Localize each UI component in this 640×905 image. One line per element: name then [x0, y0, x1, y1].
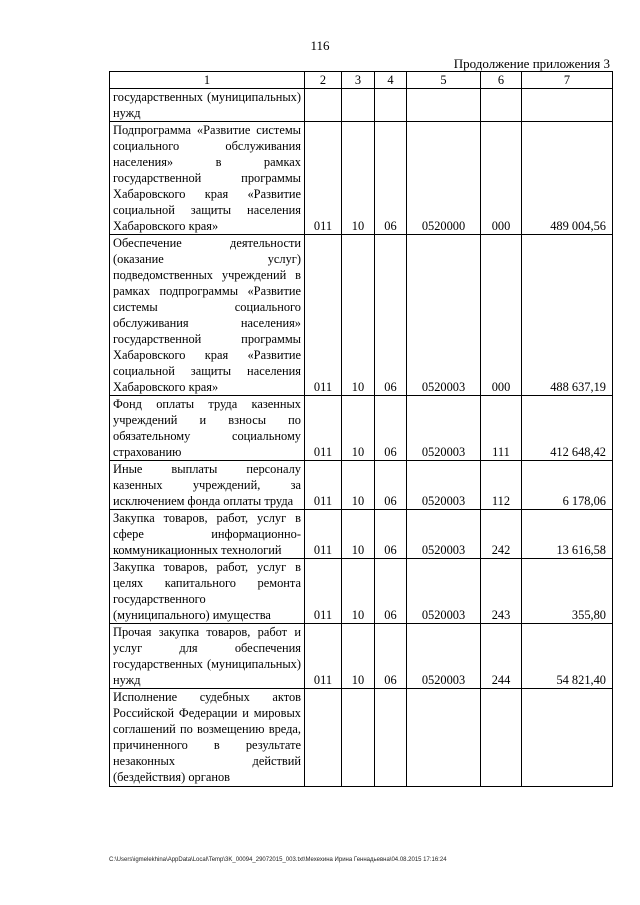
cell-subsection: 06 — [375, 461, 407, 510]
cell-amount: 412 648,42 — [522, 396, 613, 461]
cell-section — [342, 689, 375, 787]
row-description: Иные выплаты персоналу казенных учреждений, за исключением фонда оплаты труда — [110, 461, 305, 510]
cell-ministry-code: 011 — [305, 559, 342, 624]
cell-amount: 13 616,58 — [522, 510, 613, 559]
cell-ministry-code — [305, 89, 342, 122]
table-row — [110, 689, 613, 787]
cell-target-article — [407, 89, 481, 122]
cell-expense-type: 000 — [481, 122, 522, 235]
header-cell: 6 — [481, 72, 522, 89]
cell-ministry-code: 011 — [305, 396, 342, 461]
table-row — [110, 235, 613, 396]
cell-section: 10 — [342, 510, 375, 559]
table-row — [110, 396, 613, 461]
header-cell: 5 — [407, 72, 481, 89]
header-cell: 1 — [110, 72, 305, 89]
cell-amount: 6 178,06 — [522, 461, 613, 510]
row-description: Закупка товаров, работ, услуг в сфере информационно-коммуникационных технологий — [110, 510, 305, 559]
cell-target-article: 0520003 — [407, 235, 481, 396]
cell-expense-type — [481, 89, 522, 122]
cell-expense-type: 243 — [481, 559, 522, 624]
cell-amount: 489 004,56 — [522, 122, 613, 235]
cell-target-article: 0520003 — [407, 510, 481, 559]
cell-subsection: 06 — [375, 624, 407, 689]
row-description: Закупка товаров, работ, услуг в целях капитального ремонта государственного (муниципального) имущества — [110, 559, 305, 624]
cell-expense-type: 111 — [481, 396, 522, 461]
page-number: 116 — [310, 38, 330, 53]
cell-expense-type: 244 — [481, 624, 522, 689]
cell-amount — [522, 689, 613, 787]
table-row — [110, 122, 613, 235]
cell-subsection: 06 — [375, 396, 407, 461]
continuation-label: Продолжение приложения 3 — [453, 56, 610, 71]
cell-section: 10 — [342, 396, 375, 461]
cell-expense-type: 000 — [481, 235, 522, 396]
cell-expense-type: 112 — [481, 461, 522, 510]
cell-subsection — [375, 689, 407, 787]
file-path-footer: C:\Users\igmelekhina\AppData\Local\Temp\3K_00094_29072015_003.txt\Мехехина Ирина Геннадьевна\04.08.2015 17:16:24 — [109, 857, 447, 863]
cell-amount: 355,80 — [522, 559, 613, 624]
cell-amount: 488 637,19 — [522, 235, 613, 396]
cell-target-article: 0520003 — [407, 461, 481, 510]
cell-ministry-code: 011 — [305, 235, 342, 396]
cell-amount: 54 821,40 — [522, 624, 613, 689]
row-description: Обеспечение деятельности (оказание услуг) подведомственных учреждений в рамках подпрограммы «Развитие системы социального обслуживания населения» государственной программы Хабаровского края «Развитие социальной защиты населения Хабаровского края» — [110, 235, 305, 396]
cell-subsection: 06 — [375, 235, 407, 396]
budget-table — [109, 71, 613, 787]
cell-amount — [522, 89, 613, 122]
cell-section: 10 — [342, 122, 375, 235]
cell-ministry-code — [305, 689, 342, 787]
cell-subsection: 06 — [375, 510, 407, 559]
row-description: Фонд оплаты труда казенных учреждений и взносы по обязательному социальному страхованию — [110, 396, 305, 461]
row-description: Прочая закупка товаров, работ и услуг для обеспечения государственных (муниципальных) нужд — [110, 624, 305, 689]
cell-target-article: 0520003 — [407, 559, 481, 624]
row-description: государственных (муниципальных) нужд — [110, 89, 305, 122]
cell-subsection: 06 — [375, 559, 407, 624]
header-cell: 4 — [375, 72, 407, 89]
cell-target-article: 0520003 — [407, 624, 481, 689]
header-cell: 2 — [305, 72, 342, 89]
header-cell: 3 — [342, 72, 375, 89]
row-description: Исполнение судебных актов Российской Федерации и мировых соглашений по возмещению вреда, причиненного в результате незаконных действий (бездействия) органов — [110, 689, 305, 787]
cell-ministry-code: 011 — [305, 122, 342, 235]
cell-section — [342, 89, 375, 122]
cell-target-article: 0520000 — [407, 122, 481, 235]
cell-expense-type — [481, 689, 522, 787]
cell-section: 10 — [342, 235, 375, 396]
table-row — [110, 624, 613, 689]
cell-subsection: 06 — [375, 122, 407, 235]
table-row — [110, 89, 613, 122]
cell-ministry-code: 011 — [305, 461, 342, 510]
cell-target-article — [407, 689, 481, 787]
row-description: Подпрограмма «Развитие системы социального обслуживания населения» в рамках государственной программы Хабаровского края «Развитие социальной защиты населения Хабаровского края» — [110, 122, 305, 235]
table-header-row — [110, 72, 613, 89]
table-row — [110, 559, 613, 624]
cell-target-article: 0520003 — [407, 396, 481, 461]
cell-expense-type: 242 — [481, 510, 522, 559]
cell-ministry-code: 011 — [305, 510, 342, 559]
cell-section: 10 — [342, 624, 375, 689]
table-row — [110, 461, 613, 510]
cell-subsection — [375, 89, 407, 122]
cell-section: 10 — [342, 559, 375, 624]
table-row — [110, 510, 613, 559]
cell-ministry-code: 011 — [305, 624, 342, 689]
cell-section: 10 — [342, 461, 375, 510]
header-cell: 7 — [522, 72, 613, 89]
